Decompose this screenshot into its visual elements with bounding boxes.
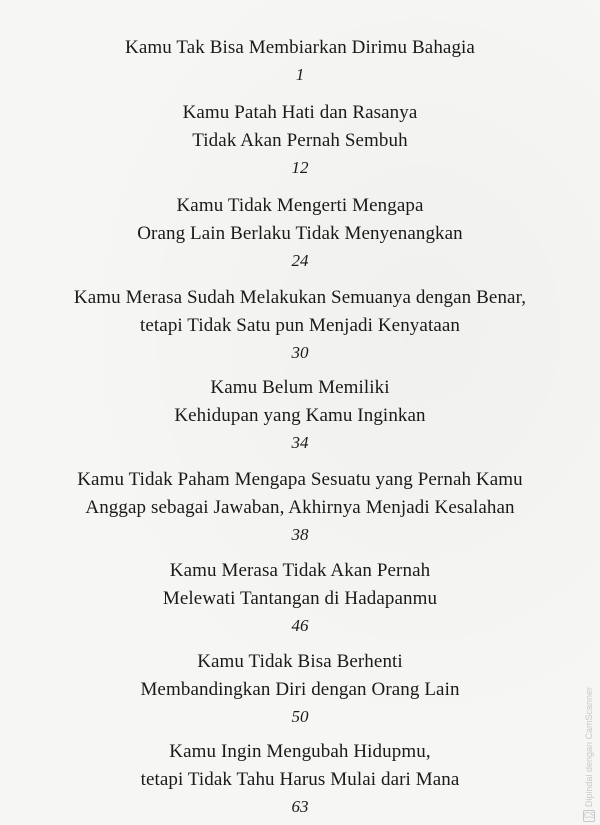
camscanner-logo-icon: CS [584, 811, 596, 821]
toc-entry-title: Anggap sebagai Jawaban, Akhirnya Menjadi Kesalahan [85, 497, 515, 518]
toc-entry-title: Kamu Tak Bisa Membiarkan Dirimu Bahagia [125, 37, 475, 58]
toc-entry-page-number: 46 [291, 616, 309, 635]
toc-entry-page-number: 38 [291, 525, 309, 544]
toc-entry-page-number: 12 [291, 158, 309, 177]
toc-entry-7[interactable] [0, 557, 600, 639]
scanner-watermark [582, 687, 596, 821]
toc-entry-3[interactable] [0, 192, 600, 274]
toc-entry-4[interactable] [0, 284, 600, 366]
toc-entry-8[interactable] [0, 648, 600, 730]
toc-entry-title: Kamu Ingin Mengubah Hidupmu, [169, 741, 431, 762]
toc-entry-title: tetapi Tidak Satu pun Menjadi Kenyataan [140, 315, 460, 336]
toc-entry-9[interactable] [0, 738, 600, 820]
toc-entry-title: Kamu Tidak Paham Mengapa Sesuatu yang Pernah Kamu [77, 469, 523, 490]
toc-entry-2[interactable] [0, 99, 600, 181]
toc-entry-title: Tidak Akan Pernah Sembuh [192, 130, 408, 151]
toc-entry-page-number: 50 [291, 707, 309, 726]
toc-entry-title: Kehidupan yang Kamu Inginkan [174, 405, 426, 426]
toc-entry-title: Kamu Belum Memiliki [210, 377, 390, 398]
toc-entry-title: Kamu Merasa Sudah Melakukan Semuanya dengan Benar, [73, 287, 527, 308]
toc-entry-page-number: 24 [291, 251, 309, 270]
toc-entry-page-number: 63 [291, 797, 309, 816]
toc-entry-title: Orang Lain Berlaku Tidak Menyenangkan [137, 223, 463, 244]
toc-entry-6[interactable] [0, 466, 600, 548]
toc-entry-page-number: 1 [295, 65, 305, 84]
toc-entry-1[interactable] [0, 34, 600, 88]
toc-entry-title: Membandingkan Diri dengan Orang Lain [140, 679, 460, 700]
toc-entry-title: Melewati Tantangan di Hadapanmu [162, 588, 438, 609]
toc-entry-page-number: 30 [291, 343, 309, 362]
watermark-text: Dipindai dengan CamScanner [584, 687, 594, 808]
toc-entry-title: Kamu Tidak Mengerti Mengapa [176, 195, 424, 216]
toc-entry-title: tetapi Tidak Tahu Harus Mulai dari Mana [140, 769, 460, 790]
toc-entry-5[interactable] [0, 374, 600, 456]
toc-entry-title: Kamu Tidak Bisa Berhenti [197, 651, 403, 672]
toc-entry-page-number: 34 [291, 433, 309, 452]
toc-entry-title: Kamu Merasa Tidak Akan Pernah [169, 560, 431, 581]
toc-entry-title: Kamu Patah Hati dan Rasanya [182, 102, 418, 123]
